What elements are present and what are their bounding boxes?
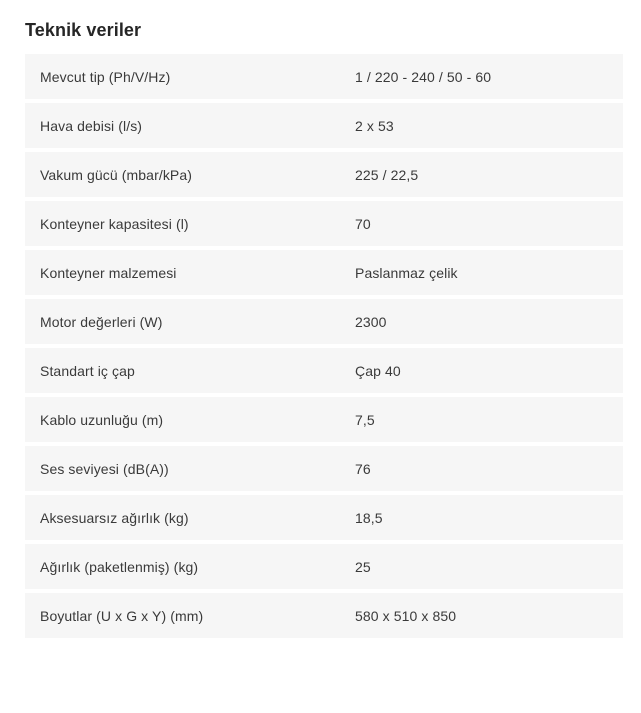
table-row	[25, 201, 623, 246]
spec-label: Aksesuarsız ağırlık (kg)	[40, 509, 189, 526]
spec-value: 1 / 220 - 240 / 50 - 60	[355, 68, 492, 85]
spec-value: 7,5	[355, 411, 375, 428]
spec-value: 580 x 510 x 850	[355, 607, 457, 624]
table-row	[25, 593, 623, 638]
section-title: Teknik veriler	[25, 20, 142, 40]
table-row	[25, 495, 623, 540]
table-row	[25, 103, 623, 148]
spec-value: 225 / 22,5	[355, 166, 419, 183]
spec-label: Ses seviyesi (dB(A))	[40, 460, 169, 477]
spec-label: Konteyner kapasitesi (l)	[40, 215, 189, 232]
spec-value: 25	[355, 558, 371, 575]
table-row	[25, 348, 623, 393]
spec-label: Konteyner malzemesi	[40, 264, 177, 281]
spec-label: Standart iç çap	[40, 362, 135, 379]
table-row	[25, 152, 623, 197]
spec-value: 2300	[355, 313, 387, 330]
spec-value: 2 x 53	[355, 117, 394, 134]
table-row	[25, 299, 623, 344]
table-row	[25, 250, 623, 295]
spec-label: Hava debisi (l/s)	[40, 117, 143, 134]
spec-value: 70	[355, 215, 371, 232]
spec-value: 18,5	[355, 509, 383, 526]
table-row	[25, 54, 623, 99]
spec-label: Ağırlık (paketlenmiş) (kg)	[40, 558, 199, 575]
spec-label: Motor değerleri (W)	[40, 313, 163, 330]
spec-value: 76	[355, 460, 371, 477]
table-row	[25, 446, 623, 491]
spec-label: Mevcut tip (Ph/V/Hz)	[40, 68, 171, 85]
spec-label: Kablo uzunluğu (m)	[40, 411, 164, 428]
spec-table	[25, 54, 623, 638]
spec-label: Vakum gücü (mbar/kPa)	[40, 166, 193, 183]
spec-value: Çap 40	[355, 362, 401, 379]
table-row	[25, 397, 623, 442]
spec-value: Paslanmaz çelik	[355, 264, 458, 281]
spec-label: Boyutlar (U x G x Y) (mm)	[40, 607, 204, 624]
table-row	[25, 544, 623, 589]
